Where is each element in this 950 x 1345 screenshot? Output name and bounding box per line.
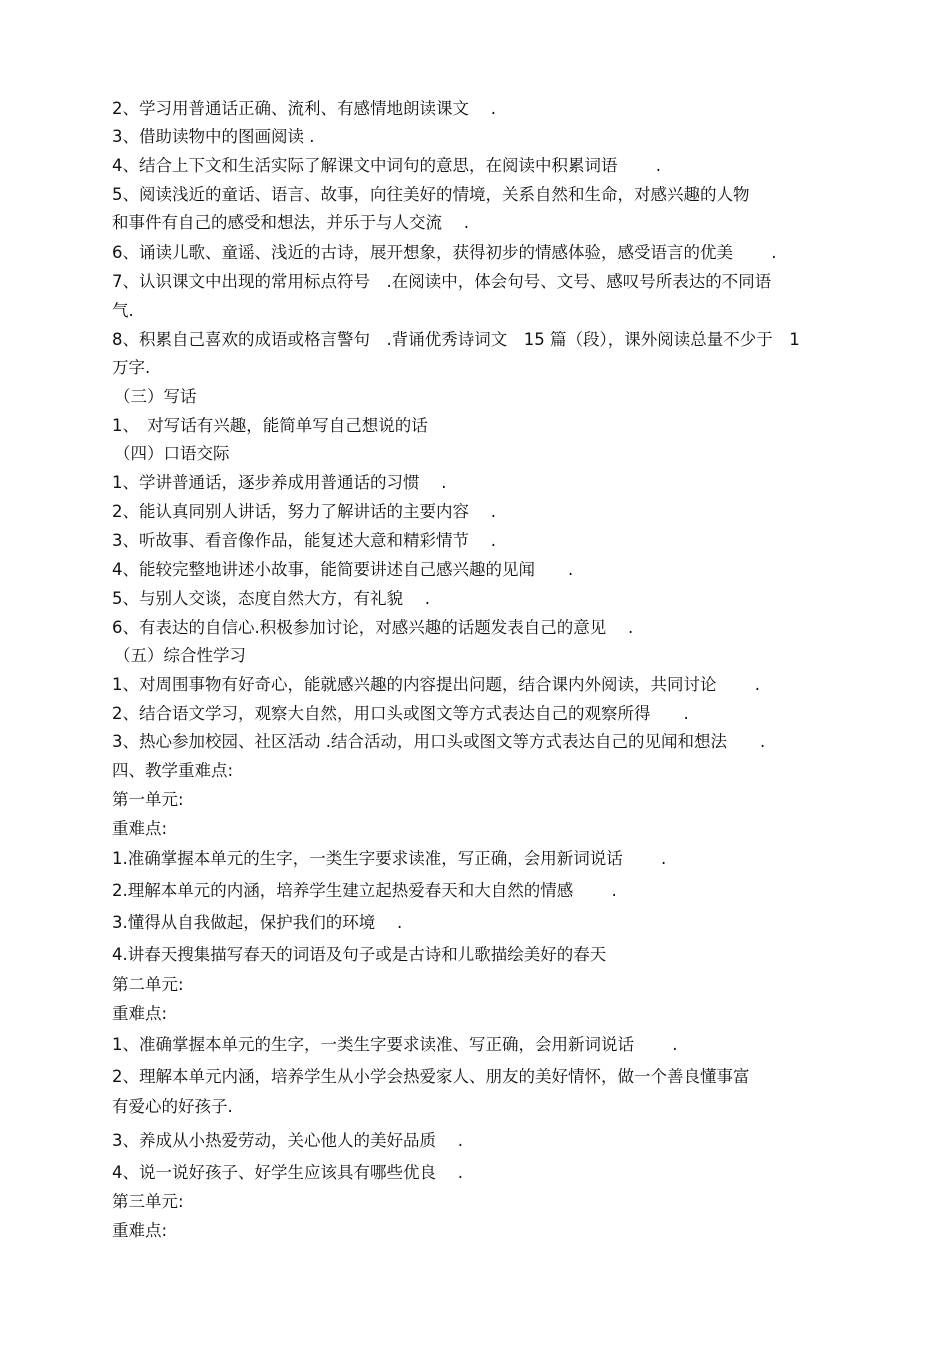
text-line: 4.讲春天搜集描写春天的词语及句子或是古诗和儿歌描绘美好的春天 [112, 945, 607, 964]
text-line: 6、诵读儿歌、童谣、浅近的古诗，展开想象，获得初步的情感体验，感受语言的优美 . [112, 243, 777, 262]
text-line: 2、能认真同别人讲话，努力了解讲话的主要内容 . [112, 502, 496, 521]
unit-heading: 第一单元: [112, 790, 184, 809]
text-line: 4、能较完整地讲述小故事，能简要讲述自己感兴趣的见闻 . [112, 560, 574, 579]
text-line: 4、结合上下文和生活实际了解课文中词句的意思，在阅读中积累词语 . [112, 156, 661, 175]
text-line: 1.准确掌握本单元的生字，一类生字要求读准，写正确，会用新词说话 . [112, 849, 667, 868]
text-line: 重难点: [112, 1004, 168, 1023]
text-line: 1、 对写话有兴趣，能简单写自己想说的话 [112, 416, 428, 435]
text-line: 4、说一说好孩子、好学生应该具有哪些优良 . [112, 1163, 463, 1182]
section-heading: （三）写话 [114, 387, 197, 406]
text-line: 1、学讲普通话，逐步养成用普通话的习惯 . [112, 473, 447, 492]
unit-heading: 第二单元: [112, 975, 184, 994]
text-line: 气. [112, 301, 134, 320]
text-line: 2、结合语文学习，观察大自然，用口头或图文等方式表达自己的观察所得 . [112, 704, 689, 723]
section-heading: 四、教学重难点: [112, 761, 234, 780]
text-line: 5、阅读浅近的童话、语言、故事，向往美好的情境，关系自然和生命，对感兴趣的人物 [112, 185, 750, 204]
text-line: 重难点: [112, 1221, 168, 1240]
text-line: 7、认识课文中出现的常用标点符号 .在阅读中，体会句号、文号、感叹号所表达的不同语 [112, 272, 772, 291]
text-line: 1、对周围事物有好奇心，能就感兴趣的内容提出问题，结合课内外阅读，共同讨论 . [112, 675, 760, 694]
text-line: 2、理解本单元内涵，培养学生从小学会热爱家人、朋友的美好情怀，做一个善良懂事富 [112, 1067, 750, 1086]
text-line: 5、与别人交谈，态度自然大方，有礼貌 . [112, 589, 430, 608]
text-line: 重难点: [112, 819, 168, 838]
text-line: 有爱心的好孩子. [112, 1097, 233, 1116]
text-line: 3、热心参加校园、社区活动 .结合活动，用口头或图文等方式表达自己的见闻和想法 . [112, 732, 766, 751]
text-line: 3、听故事、看音像作品，能复述大意和精彩情节 . [112, 531, 496, 550]
text-line: 1、准确掌握本单元的生字，一类生字要求读准、写正确，会用新词说话 . [112, 1035, 678, 1054]
text-line: 3.懂得从自我做起，保护我们的环境 . [112, 913, 403, 932]
text-line: 2.理解本单元的内涵，培养学生建立起热爱春天和大自然的情感 . [112, 881, 617, 900]
unit-heading: 第三单元: [112, 1192, 184, 1211]
text-line: 3、养成从小热爱劳动，关心他人的美好品质 . [112, 1131, 463, 1150]
text-line: 2、学习用普通话正确、流利、有感情地朗读课文 . [112, 99, 496, 118]
section-heading: （四）口语交际 [114, 444, 230, 463]
section-heading: （五）综合性学习 [114, 646, 246, 665]
text-line: 万字. [112, 358, 151, 377]
text-line: 6、有表达的自信心.积极参加讨论，对感兴趣的话题发表自己的意见 . [112, 618, 634, 637]
text-line: 和事件有自己的感受和想法，并乐于与人交流 . [112, 213, 469, 232]
text-line: 3、借助读物中的图画阅读 . [112, 127, 315, 146]
text-line: 8、积累自己喜欢的成语或格言警句 .背诵优秀诗词文 15 篇（段），课外阅读总量不少于 1 [112, 330, 800, 349]
